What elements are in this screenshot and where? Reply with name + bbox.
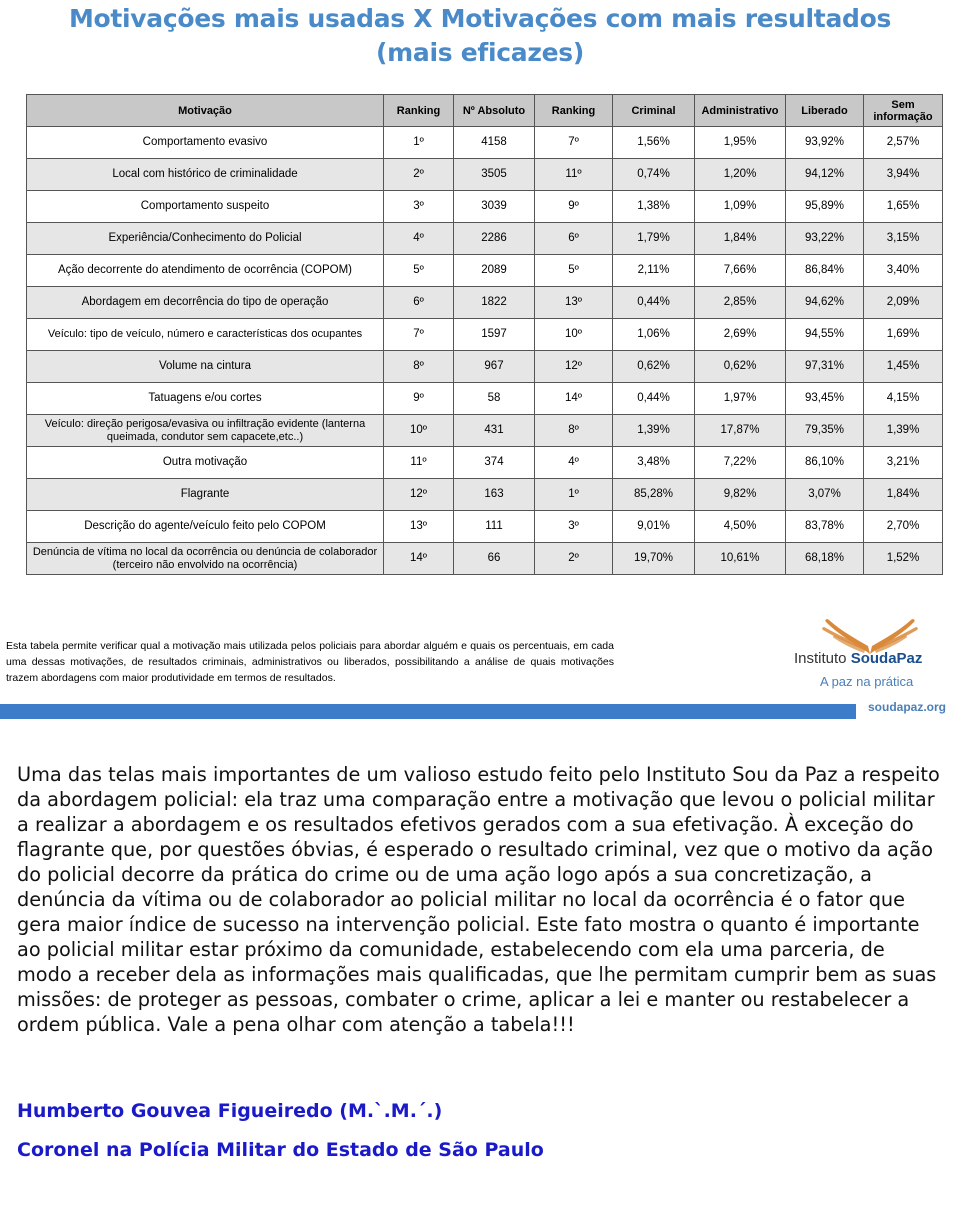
- value-cell: 94,62%: [786, 287, 864, 319]
- motivation-cell: Ação decorrente do atendimento de ocorrência (COPOM): [27, 255, 384, 287]
- column-header: Liberado: [786, 95, 864, 127]
- value-cell: 10º: [535, 319, 613, 351]
- value-cell: 19,70%: [613, 543, 695, 575]
- column-header: Ranking: [535, 95, 613, 127]
- motivation-cell: Tatuagens e/ou cortes: [27, 383, 384, 415]
- value-cell: 4º: [535, 447, 613, 479]
- value-cell: 967: [454, 351, 535, 383]
- value-cell: 1º: [535, 479, 613, 511]
- value-cell: 374: [454, 447, 535, 479]
- value-cell: 1,84%: [864, 479, 943, 511]
- motivation-cell: Descrição do agente/veículo feito pelo COPOM: [27, 511, 384, 543]
- value-cell: 11º: [535, 159, 613, 191]
- value-cell: 7º: [384, 319, 454, 351]
- value-cell: 94,12%: [786, 159, 864, 191]
- value-cell: 4,15%: [864, 383, 943, 415]
- value-cell: 6º: [384, 287, 454, 319]
- table-row: [27, 287, 943, 319]
- table-row: [27, 223, 943, 255]
- value-cell: 14º: [384, 543, 454, 575]
- column-header: Criminal: [613, 95, 695, 127]
- table-body: [27, 127, 943, 575]
- value-cell: 95,89%: [786, 191, 864, 223]
- value-cell: 79,35%: [786, 415, 864, 447]
- value-cell: 1,97%: [695, 383, 786, 415]
- motivation-cell: Flagrante: [27, 479, 384, 511]
- value-cell: 5º: [535, 255, 613, 287]
- value-cell: 111: [454, 511, 535, 543]
- motivation-table: [26, 94, 943, 575]
- value-cell: 0,62%: [613, 351, 695, 383]
- blue-divider-bar: [0, 704, 856, 719]
- value-cell: 10,61%: [695, 543, 786, 575]
- value-cell: 3,07%: [786, 479, 864, 511]
- logo-tagline: A paz na prática: [820, 674, 914, 689]
- page-title: [0, 2, 960, 70]
- value-cell: 93,92%: [786, 127, 864, 159]
- value-cell: 431: [454, 415, 535, 447]
- value-cell: 3505: [454, 159, 535, 191]
- value-cell: 2089: [454, 255, 535, 287]
- value-cell: 1597: [454, 319, 535, 351]
- value-cell: 1,20%: [695, 159, 786, 191]
- value-cell: 2º: [384, 159, 454, 191]
- value-cell: 4158: [454, 127, 535, 159]
- value-cell: 86,84%: [786, 255, 864, 287]
- value-cell: 2,85%: [695, 287, 786, 319]
- motivation-cell: Comportamento evasivo: [27, 127, 384, 159]
- motivation-cell: Abordagem em decorrência do tipo de operação: [27, 287, 384, 319]
- column-header: Administrativo: [695, 95, 786, 127]
- value-cell: 1,52%: [864, 543, 943, 575]
- value-cell: 12º: [535, 351, 613, 383]
- value-cell: 3º: [384, 191, 454, 223]
- value-cell: 0,44%: [613, 287, 695, 319]
- value-cell: 94,55%: [786, 319, 864, 351]
- value-cell: 4,50%: [695, 511, 786, 543]
- table-row: [27, 447, 943, 479]
- value-cell: 93,45%: [786, 383, 864, 415]
- value-cell: 1,79%: [613, 223, 695, 255]
- motivation-cell: Outra motivação: [27, 447, 384, 479]
- table-row: [27, 255, 943, 287]
- table-row: [27, 191, 943, 223]
- table-row: [27, 383, 943, 415]
- motivation-cell: Veículo: direção perigosa/evasiva ou infiltração evidente (lanterna queimada, condutor sem capacete,etc..): [27, 415, 384, 447]
- value-cell: 11º: [384, 447, 454, 479]
- value-cell: 9º: [535, 191, 613, 223]
- value-cell: 3,94%: [864, 159, 943, 191]
- value-cell: 1,09%: [695, 191, 786, 223]
- value-cell: 58: [454, 383, 535, 415]
- value-cell: 9,01%: [613, 511, 695, 543]
- value-cell: 7,66%: [695, 255, 786, 287]
- value-cell: 1,56%: [613, 127, 695, 159]
- value-cell: 14º: [535, 383, 613, 415]
- value-cell: 1º: [384, 127, 454, 159]
- value-cell: 3,15%: [864, 223, 943, 255]
- value-cell: 2,11%: [613, 255, 695, 287]
- motivation-cell: Denúncia de vítima no local da ocorrência ou denúncia de colaborador (terceiro não envolvido na ocorrência): [27, 543, 384, 575]
- value-cell: 8º: [384, 351, 454, 383]
- column-header: Sem informação: [864, 95, 943, 127]
- table-row: [27, 127, 943, 159]
- value-cell: 3039: [454, 191, 535, 223]
- table-row: [27, 351, 943, 383]
- value-cell: 1,45%: [864, 351, 943, 383]
- value-cell: 13º: [535, 287, 613, 319]
- table-row: [27, 479, 943, 511]
- motivation-cell: Veículo: tipo de veículo, número e características dos ocupantes: [27, 319, 384, 351]
- table-row: [27, 319, 943, 351]
- value-cell: 2286: [454, 223, 535, 255]
- commentary-paragraph: Uma das telas mais importantes de um valioso estudo feito pelo Instituto Sou da Paz a respeito da abordagem policial: ela traz uma comparação entre a motivação que levou o policial militar a realizar a abordagem e os resultados efetivos gerados com a sua efetivação. À exceção do flagrante que, por questões óbvias, é esperado o resultado criminal, vez que o motivo da ação do policial decorre da prática do crime ou de uma ação logo após a sua concretização, a denúncia da vítima ou de colaborador ao policial militar no local da ocorrência é o fator que gera maior índice de sucesso na intervenção policial. Este fato mostra o quanto é importante ao policial militar estar próximo da comunidade, estabelecendo com ela uma parceria, de modo a receber dela as informações mais qualificadas, que lhe permitam cumprir bem as suas missões: de proteger as pessoas, combater o crime, aplicar a lei e manter ou restabelecer a ordem pública. Vale a pena olhar com atenção a tabela!!!: [17, 763, 940, 1036]
- value-cell: 1822: [454, 287, 535, 319]
- value-cell: 1,84%: [695, 223, 786, 255]
- value-cell: 2,57%: [864, 127, 943, 159]
- table-description: Esta tabela permite verificar qual a motivação mais utilizada pelos policiais para abordar alguém e quais os percentuais, em cada uma dessas motivações, de resultados criminais, administrativos ou liberados, possibilitando a análise de quais motivações trazem abordagens com maior produtividade em termos de resultados.: [6, 640, 614, 684]
- value-cell: 9º: [384, 383, 454, 415]
- value-cell: 3,21%: [864, 447, 943, 479]
- value-cell: 2,70%: [864, 511, 943, 543]
- signature-name: Humberto Gouvea Figueiredo (M.`.M.´.): [17, 1100, 443, 1122]
- motivation-cell: Local com histórico de criminalidade: [27, 159, 384, 191]
- value-cell: 0,62%: [695, 351, 786, 383]
- logo-url: soudapaz.org: [868, 700, 947, 714]
- table-row: [27, 511, 943, 543]
- column-header: Motivação: [27, 95, 384, 127]
- logo-name: Instituto SoudaPaz: [794, 650, 923, 667]
- title-line-1: Motivações mais usadas X Motivações com mais resultados: [68, 4, 892, 33]
- value-cell: 2,69%: [695, 319, 786, 351]
- value-cell: 2º: [535, 543, 613, 575]
- value-cell: 7,22%: [695, 447, 786, 479]
- value-cell: 0,74%: [613, 159, 695, 191]
- value-cell: 1,38%: [613, 191, 695, 223]
- value-cell: 6º: [535, 223, 613, 255]
- motivation-cell: Volume na cintura: [27, 351, 384, 383]
- value-cell: 83,78%: [786, 511, 864, 543]
- column-header: Ranking: [384, 95, 454, 127]
- value-cell: 1,65%: [864, 191, 943, 223]
- value-cell: 68,18%: [786, 543, 864, 575]
- value-cell: 66: [454, 543, 535, 575]
- value-cell: 1,95%: [695, 127, 786, 159]
- value-cell: 17,87%: [695, 415, 786, 447]
- value-cell: 1,06%: [613, 319, 695, 351]
- value-cell: 2,09%: [864, 287, 943, 319]
- title-line-2: (mais eficazes): [376, 38, 584, 67]
- instituto-sou-da-paz-logo: [790, 614, 960, 718]
- value-cell: 5º: [384, 255, 454, 287]
- value-cell: 86,10%: [786, 447, 864, 479]
- motivation-cell: Experiência/Conhecimento do Policial: [27, 223, 384, 255]
- value-cell: 1,39%: [613, 415, 695, 447]
- value-cell: 8º: [535, 415, 613, 447]
- signature-title: Coronel na Polícia Militar do Estado de São Paulo: [17, 1139, 544, 1161]
- table-row: [27, 543, 943, 575]
- value-cell: 3,40%: [864, 255, 943, 287]
- value-cell: 1,39%: [864, 415, 943, 447]
- value-cell: 10º: [384, 415, 454, 447]
- value-cell: 97,31%: [786, 351, 864, 383]
- value-cell: 3º: [535, 511, 613, 543]
- value-cell: 85,28%: [613, 479, 695, 511]
- value-cell: 1,69%: [864, 319, 943, 351]
- value-cell: 7º: [535, 127, 613, 159]
- column-header: Nº Absoluto: [454, 95, 535, 127]
- value-cell: 93,22%: [786, 223, 864, 255]
- motivation-cell: Comportamento suspeito: [27, 191, 384, 223]
- value-cell: 13º: [384, 511, 454, 543]
- value-cell: 163: [454, 479, 535, 511]
- table-header-row: [27, 95, 943, 127]
- value-cell: 4º: [384, 223, 454, 255]
- table-row: [27, 159, 943, 191]
- value-cell: 9,82%: [695, 479, 786, 511]
- table-row: [27, 415, 943, 447]
- value-cell: 3,48%: [613, 447, 695, 479]
- value-cell: 12º: [384, 479, 454, 511]
- value-cell: 0,44%: [613, 383, 695, 415]
